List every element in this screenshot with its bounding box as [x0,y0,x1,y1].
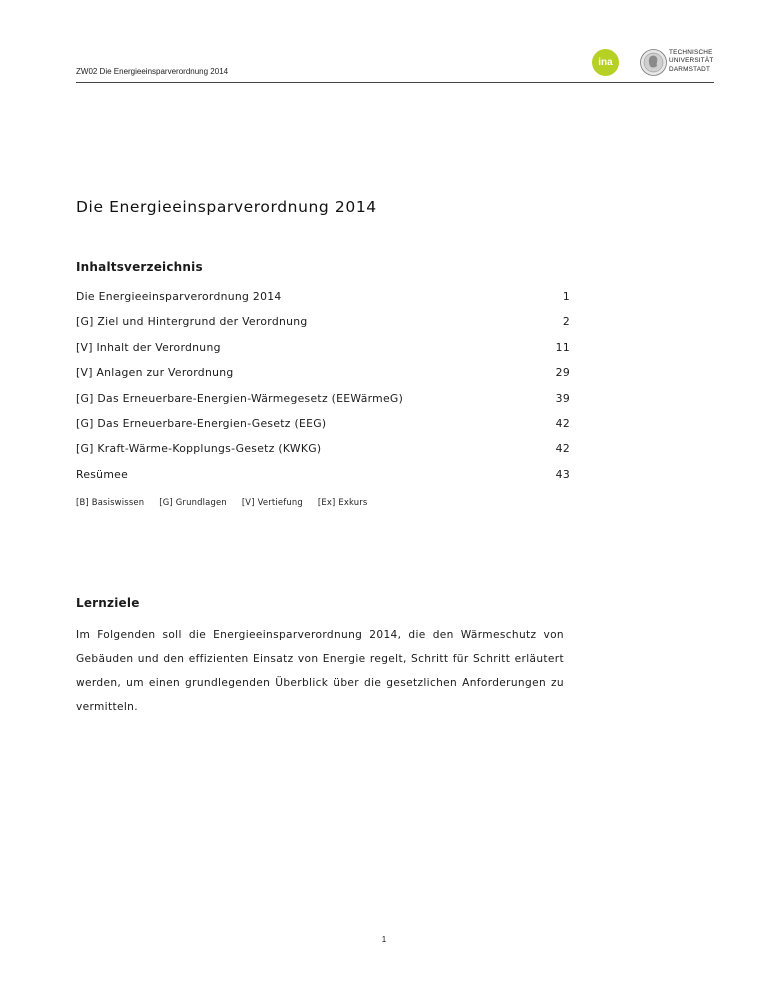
university-name-line: DARMSTADT [669,65,711,73]
toc-entry-page: 42 [555,442,570,456]
toc-entry-page: 39 [555,391,570,405]
legend-item: [Ex] Exkurs [317,497,368,507]
toc-entry-label: Resümee [76,467,129,481]
toc-entry-label: [V] Anlagen zur Verordnung [76,366,234,380]
toc-entry-label: Die Energieeinsparverordnung 2014 [76,290,282,303]
university-name [669,49,713,74]
toc-entry-label: [G] Kraft-Wärme-Kopplungs-Gesetz (KWKG) [76,442,322,456]
toc-entry-page: 43 [555,467,570,481]
university-seal-icon [640,49,667,76]
legend-item: [B] Basiswissen [76,497,145,507]
toc-entry-label: [G] Ziel und Hintergrund der Verordnung [76,315,308,329]
toc-entry-page: 42 [555,416,570,430]
table-of-contents [76,290,570,493]
toc-entry[interactable] [76,392,570,417]
ina-logo [592,49,619,76]
lernziele-paragraph: Im Folgenden soll die Energieeinsparverordnung 2014, die den Wärmeschutz von Gebäuden und den effizienten Einsatz von Energie regelt, Schritt für Schritt erläutert werden, um einen grundlegenden Überblick über die gesetzlichen Anforderungen zu vermitteln. [76,629,564,713]
toc-heading: Inhaltsverzeichnis [76,260,203,274]
ina-logo-text: ina [598,57,613,68]
document-title: Die Energieeinsparverordnung 2014 [76,198,377,216]
toc-entry-label: [V] Inhalt der Verordnung [76,340,221,354]
toc-entry-page: 2 [562,315,570,329]
toc-entry[interactable] [76,417,570,442]
toc-entry[interactable] [76,290,570,315]
toc-entry[interactable] [76,468,570,493]
running-header-title: ZW02 Die Energieeinsparverordnung 2014 [76,67,229,76]
toc-entry-page: 29 [555,366,570,380]
legend-item: [G] Grundlagen [159,497,227,507]
toc-legend [76,497,383,507]
toc-entry[interactable] [76,366,570,391]
legend-item: [V] Vertiefung [241,497,303,507]
toc-entry-page: 11 [555,340,570,354]
university-name-line: UNIVERSITÄT [669,57,714,65]
toc-entry-label: [G] Das Erneuerbare-Energien-Gesetz (EEG) [76,416,327,430]
toc-entry[interactable] [76,315,570,340]
university-name-line: TECHNISCHE [669,49,713,56]
toc-entry[interactable] [76,341,570,366]
header-divider [76,82,714,83]
toc-entry-page: 1 [562,290,570,303]
toc-entry[interactable] [76,442,570,467]
page-number: 1 [381,935,387,944]
lernziele-heading: Lernziele [76,596,140,610]
toc-entry-label: [G] Das Erneuerbare-Energien-Wärmegesetz (EEWärmeG) [76,391,404,405]
